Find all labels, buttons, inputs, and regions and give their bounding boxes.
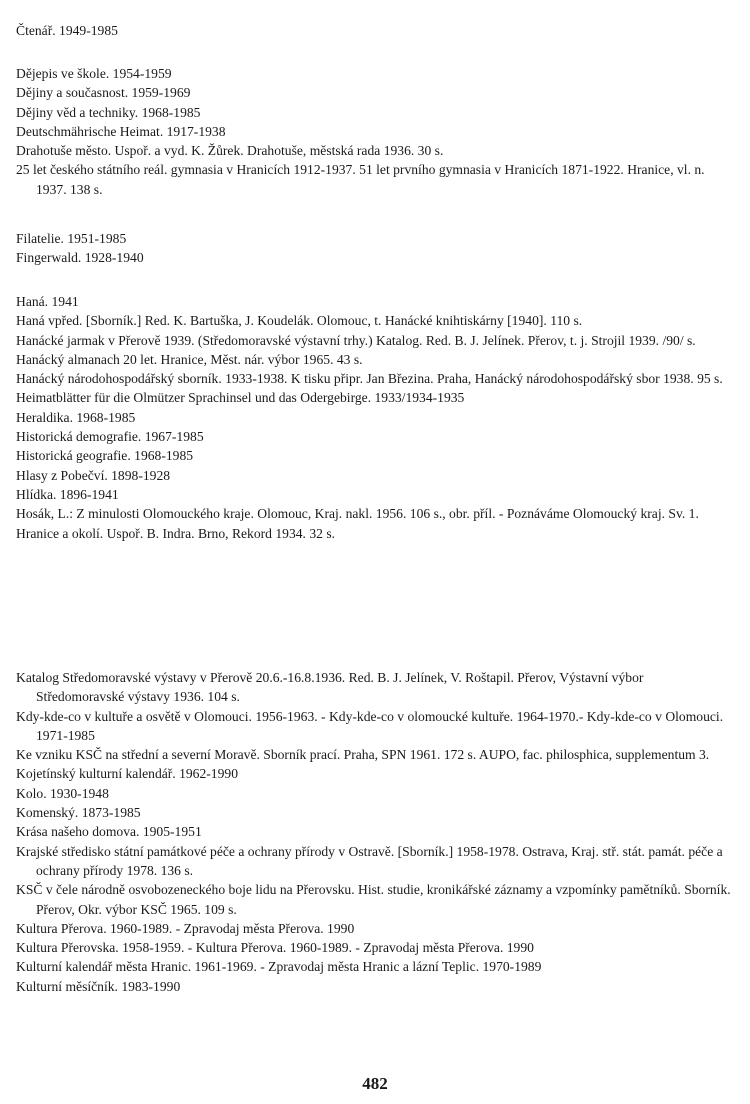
bibliography-entry: Dějiny věd a techniky. 1968-1985 (16, 104, 201, 120)
bibliography-entry: Kultura Přerova. 1960-1989. - Zpravodaj města Přerova. 1990 (16, 920, 355, 936)
bibliography-entry: Hlasy z Pobečví. 1898-1928 (16, 467, 171, 483)
entry-group-d (16, 64, 732, 199)
bibliography-entry: 25 let českého státního reál. gymnasia v Hranicích 1912-1937. 51 let prvního gymnasia v Hranicích 1871-1922. Hranice, vl. n. 1937. 138 s. (16, 162, 705, 197)
bibliography-entry: Hlídka. 1896-1941 (16, 486, 119, 502)
bibliography-entry: Hranice a okolí. Uspoř. B. Indra. Brno, Rekord 1934. 32 s. (16, 525, 336, 541)
bibliography-entry: Haná. 1941 (16, 294, 79, 309)
bibliography-entry: Krása našeho domova. 1905-1951 (16, 824, 202, 840)
bibliography-entry: Čtenář. 1949-1985 (16, 23, 118, 38)
entry-group-k (16, 668, 732, 996)
entry-group-h (16, 292, 732, 543)
bibliography-entry: Filatelie. 1951-1985 (16, 231, 127, 246)
bibliography-entry: Deutschmährische Heimat. 1917-1938 (16, 123, 226, 139)
bibliography-entry: Kulturní kalendář města Hranic. 1961-1969. - Zpravodaj města Hranic a lázní Teplic. 1970-1989 (16, 959, 542, 975)
bibliography-entry: Kulturní měsíčník. 1983-1990 (16, 978, 181, 994)
bibliography-entry: Hanácký almanach 20 let. Hranice, Měst. nár. výbor 1965. 43 s. (16, 351, 363, 367)
bibliography-entry: Heraldika. 1968-1985 (16, 409, 136, 425)
bibliography-entry: Historická geografie. 1968-1985 (16, 448, 194, 464)
bibliography-entry: Hosák, L.: Z minulosti Olomouckého kraje. Olomouc, Kraj. nakl. 1956. 106 s., obr. příl. - Poznáváme Olomoucký kraj. Sv. 1. (16, 506, 699, 522)
bibliography-entry: Kojetínský kulturní kalendář. 1962-1990 (16, 766, 238, 782)
bibliography-entry: Kultura Přerovska. 1958-1959. - Kultura Přerova. 1960-1989. - Zpravodaj města Přerova. 1990 (16, 940, 534, 956)
bibliography-entry: Heimatblätter für die Olmützer Sprachinsel und das Odergebirge. 1933/1934-1935 (16, 390, 465, 406)
entry-group-c (16, 21, 732, 40)
bibliography-entry: Krajské středisko státní památkové péče a ochrany přírody v Ostravě. [Sborník.] 1958-1978. Ostrava, Kraj. stř. stát. památ. péče a ochrany přírody 1978. 136 s. (16, 843, 723, 878)
bibliography-entry: Kdy-kde-co v kultuře a osvětě v Olomouci. 1956-1963. - Kdy-kde-co v olomoucké kultuře. 1964-1970.- Kdy-kde-co v Olomouci. 1971-1985 (16, 708, 724, 743)
bibliography-entry: Komenský. 1873-1985 (16, 805, 141, 821)
bibliography-entry: Drahotuše město. Uspoř. a vyd. K. Žůrek. Drahotuše, městská rada 1936. 30 s. (16, 143, 444, 159)
bibliography-entry: Dějepis ve škole. 1954-1959 (16, 66, 172, 81)
bibliography-entry: Historická demografie. 1967-1985 (16, 429, 204, 445)
bibliography-entry: Fingerwald. 1928-1940 (16, 250, 144, 266)
bibliography-entry: Hanácký národohospodářský sborník. 1933-1938. K tisku připr. Jan Březina. Praha, Hanácký národohospodářský sbor 1938. 95 s. (16, 371, 723, 387)
page-number: 482 (362, 1074, 388, 1093)
bibliography-entry: Ke vzniku KSČ na střední a severní Moravě. Sborník prací. Praha, SPN 1961. 172 s. AUPO, fac. philosphica, supplementum 3. (16, 747, 710, 763)
bibliography-entry: Haná vpřed. [Sborník.] Red. K. Bartuška, J. Koudelák. Olomouc, t. Hanácké knihtiskárny [1940]. 110 s. (16, 313, 583, 329)
bibliography-entry: Dějiny a současnost. 1959-1969 (16, 85, 191, 101)
bibliography-entry: KSČ v čele národně osvobozeneckého boje lidu na Přerovsku. Hist. studie, kronikářské záznamy a vzpomínky pamětníků. Sborník. Přerov, Okr. výbor KSČ 1965. 109 s. (16, 882, 731, 917)
bibliography-entry: Katalog Středomoravské výstavy v Přerově 20.6.-16.8.1936. Red. B. J. Jelínek, V. Roštapil. Přerov, Výstavní výbor Středomoravské výstavy 1936. 104 s. (16, 670, 644, 705)
bibliography-entry: Kolo. 1930-1948 (16, 785, 109, 801)
entry-group-f (16, 229, 732, 268)
bibliography-entry: Hanácké jarmak v Přerově 1939. (Středomoravské výstavní trhy.) Katalog. Red. B. J. Jelínek. Přerov, t. j. Strojil 1939. /90/ s. (16, 332, 696, 348)
